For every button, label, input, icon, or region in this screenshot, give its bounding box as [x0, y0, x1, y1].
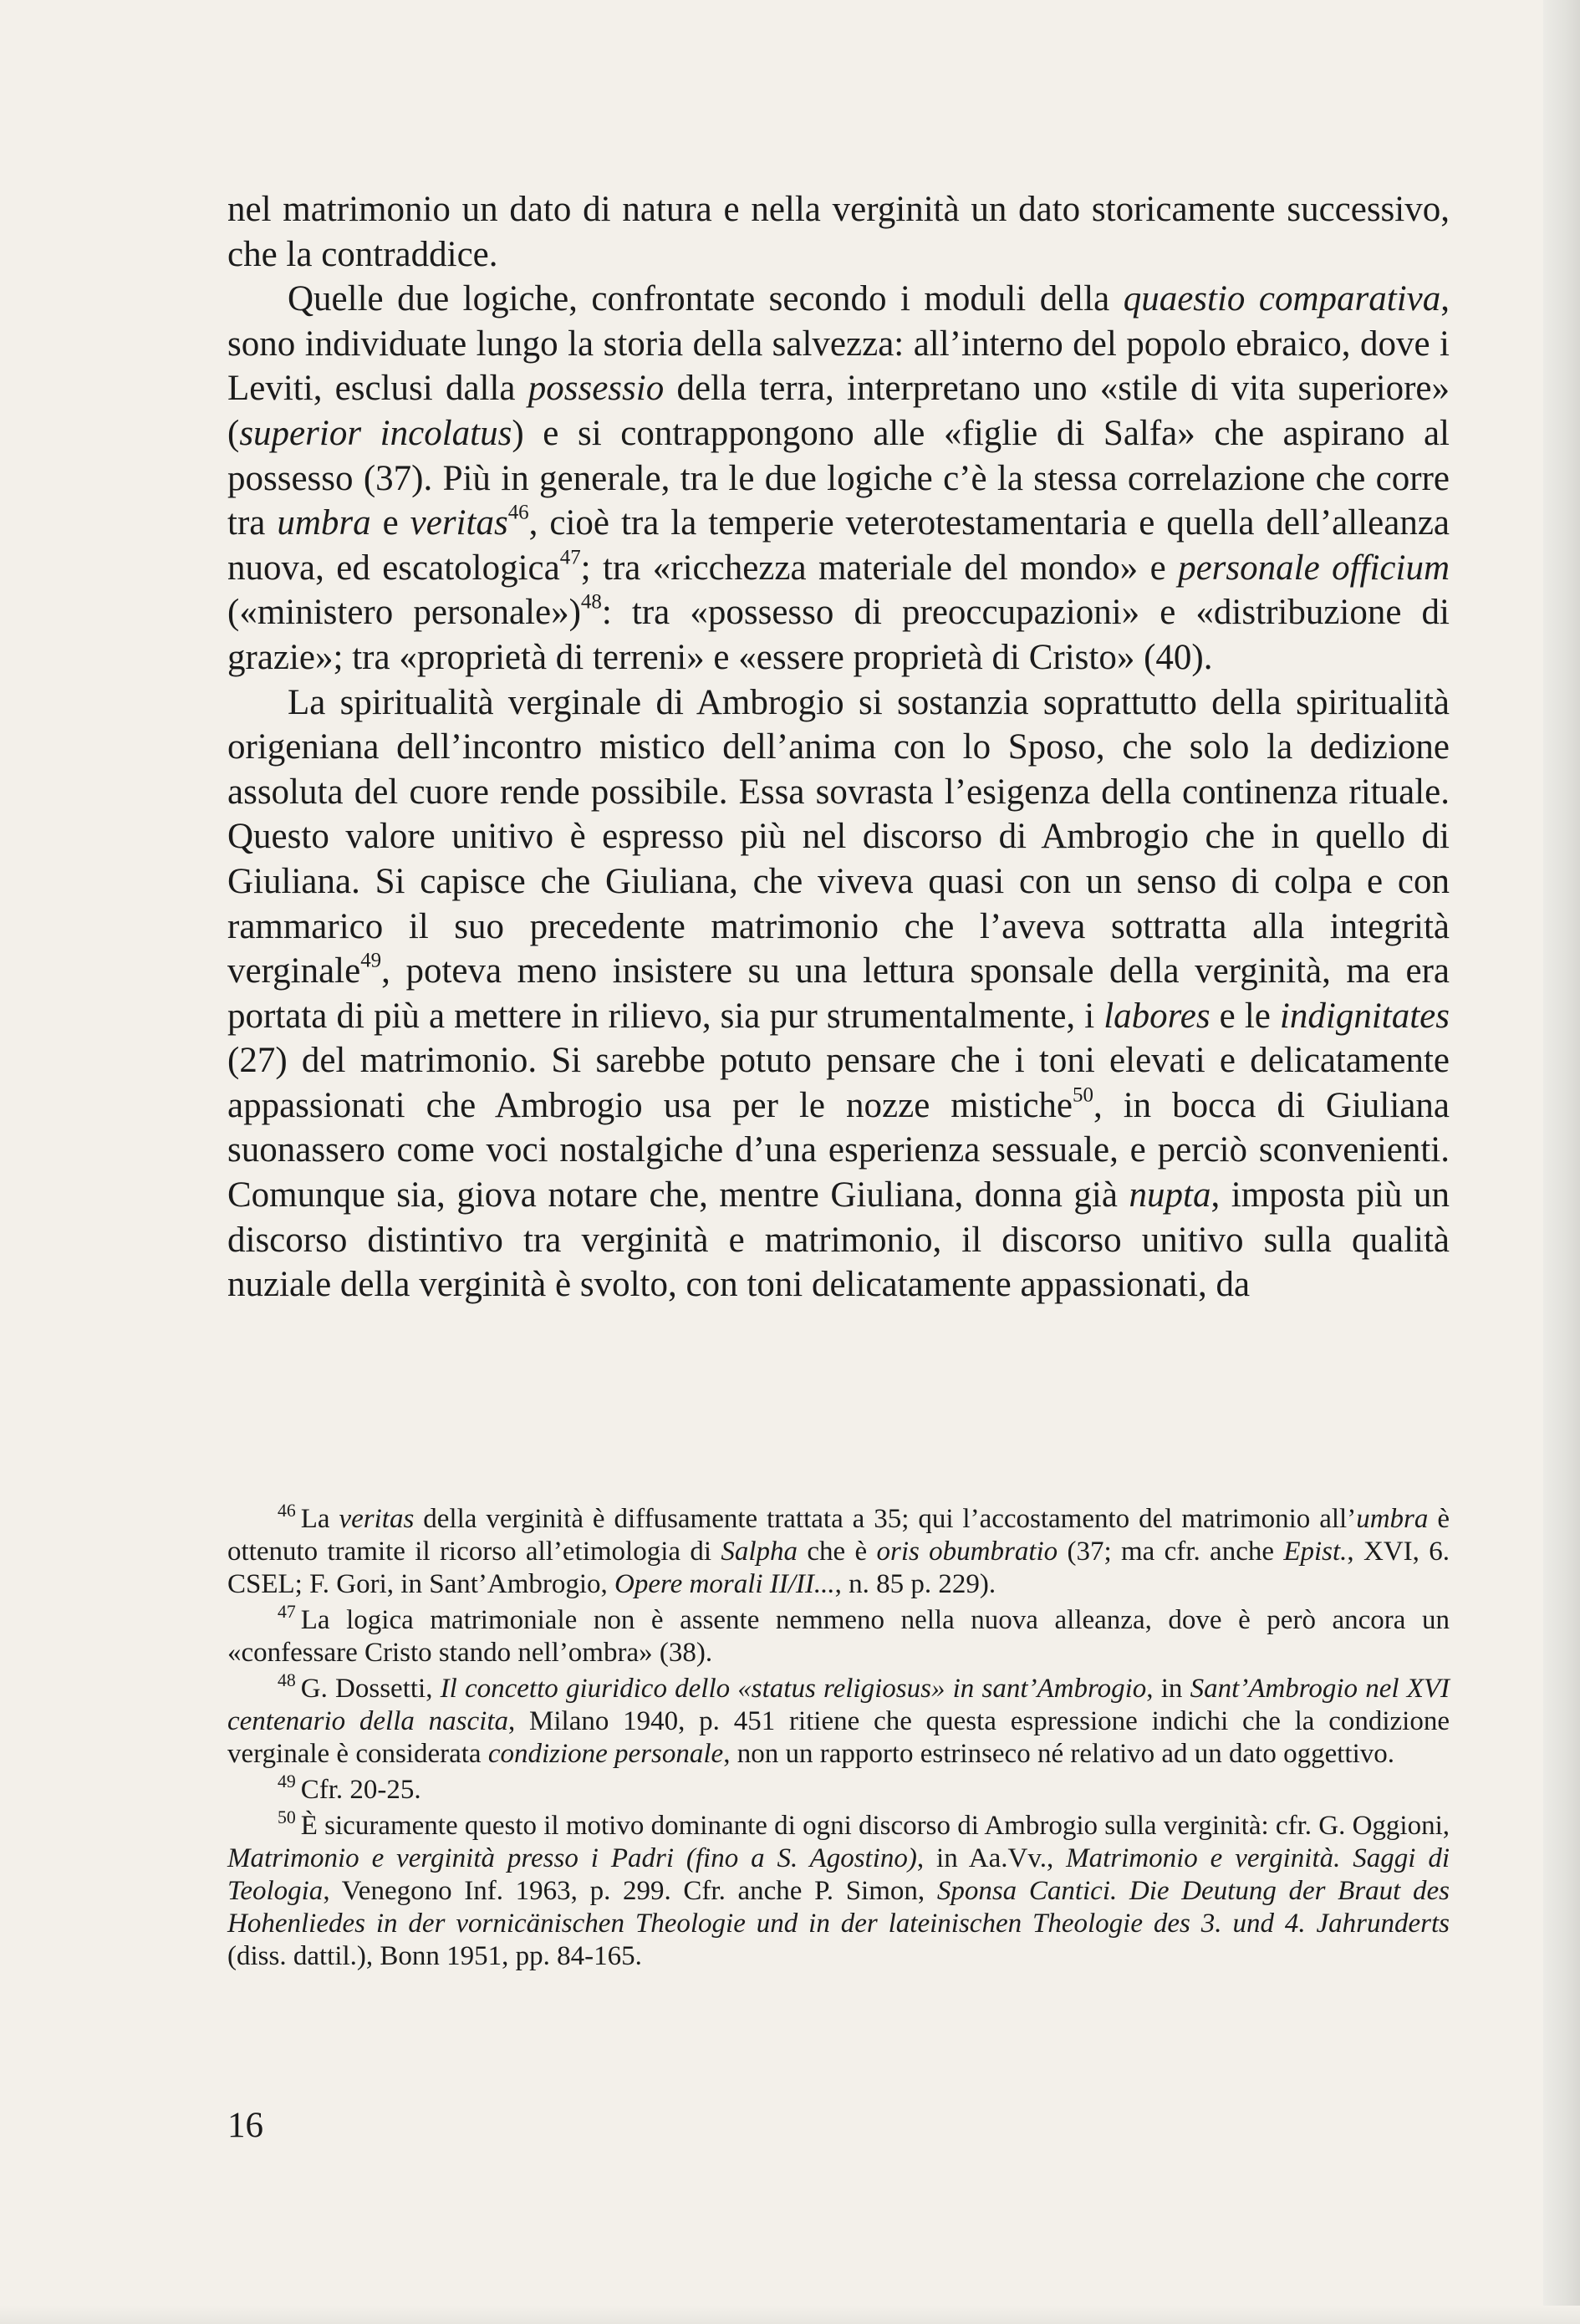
text-run: G. Dossetti,	[300, 1674, 441, 1704]
paragraph-1	[227, 187, 1450, 277]
italic-text-run: Matrimonio e verginità. Saggi di Teologia	[227, 1843, 1450, 1906]
footnote-ref-49[interactable]: 49	[360, 949, 382, 972]
footnote-ref-50[interactable]: 50	[1073, 1083, 1093, 1107]
italic-text-run: quaestio comparativa	[1123, 279, 1441, 319]
text-run: Quelle due logiche, confrontate secondo i moduli della	[288, 279, 1124, 319]
page-bottom-edge	[0, 2306, 1580, 2324]
italic-text-run: Salpha	[721, 1537, 798, 1567]
text-run: , n. 85 p. 229).	[834, 1569, 996, 1599]
text-run: della verginità è diffusamente trattata a 35; qui l’accostamento del matrimonio all’	[414, 1504, 1357, 1534]
italic-text-run: umbra	[277, 503, 371, 543]
text-run: La	[300, 1504, 339, 1534]
page-edge-shadow	[1543, 0, 1580, 2324]
text-run: , non un rapporto estrinseco né relativo ad un dato oggettivo.	[723, 1739, 1394, 1769]
italic-text-run: superior incolatus	[239, 413, 512, 453]
footnote-number: 48	[278, 1669, 296, 1690]
italic-text-run: Sponsa Cantici. Die Deutung der Braut des Hohenliedes in der vornicänischen Theologie und in der lateinischen Theologie des 3. und 4. Jahrunderts	[227, 1876, 1450, 1939]
text-run: ) e si contrappongono alle «figlie di Salfa» che aspirano al possesso (37). Più in generale, tra le due logiche c’è la stessa correlazione che corre tra	[227, 413, 1450, 543]
text-run: , in	[1146, 1674, 1190, 1704]
main-body-text	[227, 187, 1450, 1307]
text-run: (27) del matrimonio. Si sarebbe potuto pensare che i toni elevati e delicatamente appassionati che Ambrogio usa per le nozze mistiche	[227, 1041, 1450, 1125]
italic-text-run: Matrimonio e verginità presso i Padri (fino a S. Agostino)	[227, 1843, 917, 1873]
text-run: ; tra «ricchezza materiale del mondo» e	[580, 548, 1179, 588]
italic-text-run: personale officium	[1178, 548, 1450, 588]
footnote-ref-48[interactable]: 48	[580, 590, 602, 614]
text-run: La logica matrimoniale non è assente nemmeno nella nuova alleanza, dove è però ancora un «confessare Cristo stando nell’ombra» (38).	[227, 1605, 1450, 1668]
footnote-ref-47[interactable]: 47	[559, 546, 581, 569]
text-run: (37; ma cfr. anche	[1058, 1537, 1284, 1567]
text-run: e	[370, 503, 410, 543]
text-run: (diss. dattil.), Bonn 1951, pp. 84-165.	[227, 1941, 642, 1971]
italic-text-run: veritas	[410, 503, 508, 543]
italic-text-run: oris obumbratio	[876, 1537, 1058, 1567]
text-run: , in Aa.Vv.,	[916, 1843, 1067, 1873]
text-run: , Milano 1940, p. 451 ritiene che questa espressione indichi che la condizione verginale è considerata	[227, 1706, 1450, 1769]
text-run: , XVI, 6. CSEL; F. Gori, in Sant’Ambrogio,	[227, 1537, 1450, 1599]
italic-text-run: Opere morali II/II...	[614, 1569, 835, 1599]
text-run: , cioè tra la temperie veterotestamentaria e quella dell’alleanza nuova, ed escatologica	[227, 503, 1450, 588]
italic-text-run: indignitates	[1279, 996, 1450, 1036]
text-run: , poteva meno insistere su una lettura sponsale della verginità, ma era portata di più a mettere in rilievo, sia pur strumentalmente, i	[227, 951, 1450, 1036]
italic-text-run: Sant’Ambrogio nel XVI centenario della nascita	[227, 1674, 1450, 1736]
footnote-46	[227, 1500, 1450, 1601]
footnote-ref-46[interactable]: 46	[507, 501, 529, 524]
footnote-number: 50	[278, 1807, 296, 1827]
text-run: È sicuramente questo il motivo dominante di ogni discorso di Ambrogio sulla verginità: cfr. G. Oggioni,	[300, 1811, 1450, 1841]
italic-text-run: Epist.	[1283, 1537, 1348, 1567]
text-run: Cfr. 20-25.	[300, 1775, 421, 1805]
text-run: e le	[1210, 996, 1280, 1036]
page-number: 16	[227, 2106, 263, 2145]
footnotes-section	[227, 1500, 1450, 1973]
text-run: nel matrimonio un dato di natura e nella verginità un dato storicamente successivo, che la contraddice.	[227, 190, 1450, 274]
text-run: è ottenuto tramite il ricorso all’etimologia di	[227, 1504, 1450, 1567]
footnote-49	[227, 1771, 1450, 1807]
paragraph-2	[227, 277, 1450, 680]
paragraph-3	[227, 680, 1450, 1307]
footnote-number: 49	[278, 1771, 296, 1791]
text-run: della terra, interpretano uno «stile di vita superiore» (	[227, 369, 1450, 453]
text-run: , imposta più un discorso distintivo tra verginità e matrimonio, il discorso unitivo sulla qualità nuziale della verginità è svolto, con toni delicatamente appassionati, da	[227, 1175, 1450, 1305]
text-run: , sono individuate lungo la storia della salvezza: all’interno del popolo ebraico, dove i Leviti, esclusi dalla	[227, 279, 1450, 409]
italic-text-run: labores	[1103, 996, 1210, 1036]
italic-text-run: Il concetto giuridico dello «status religiosus» in sant’Ambrogio	[440, 1674, 1147, 1704]
italic-text-run: possessio	[528, 369, 665, 409]
footnote-50	[227, 1807, 1450, 1973]
italic-text-run: condizione personale	[487, 1739, 724, 1769]
text-run: , Venegono Inf. 1963, p. 299. Cfr. anche P. Simon,	[323, 1876, 937, 1906]
text-run: La spiritualità verginale di Ambrogio si sostanzia soprattutto della spiritualità origeniana dell’incontro mistico dell’anima con lo Sposo, che solo la dedizione assoluta del cuore rende possibile. Essa sovrasta l’esigenza della continenza rituale. Questo valore unitivo è espresso più nel discorso di Ambrogio che in quello di Giuliana. Si capisce che Giuliana, che viveva quasi con un senso di colpa e con rammarico il suo precedente matrimonio che l’aveva sottratta alla integrità verginale	[227, 682, 1450, 991]
text-run: («ministero personale»)	[227, 593, 581, 633]
footnote-48	[227, 1669, 1450, 1771]
italic-text-run: nupta	[1129, 1175, 1211, 1216]
italic-text-run: umbra	[1356, 1504, 1429, 1534]
footnote-47	[227, 1601, 1450, 1669]
text-run: : tra «possesso di preoccupazioni» e «distribuzione di grazie»; tra «proprietà di terreni» e «essere proprietà di Cristo» (40).	[227, 593, 1450, 677]
text-run: che è	[798, 1537, 877, 1567]
text-run: , in bocca di Giuliana suonassero come voci nostalgiche d’una esperienza sessuale, e perciò sconvenienti. Comunque sia, giova notare che, mentre Giuliana, donna già	[227, 1085, 1450, 1216]
footnote-number: 47	[278, 1601, 296, 1622]
italic-text-run: veritas	[339, 1504, 415, 1534]
footnote-number: 46	[278, 1500, 296, 1521]
